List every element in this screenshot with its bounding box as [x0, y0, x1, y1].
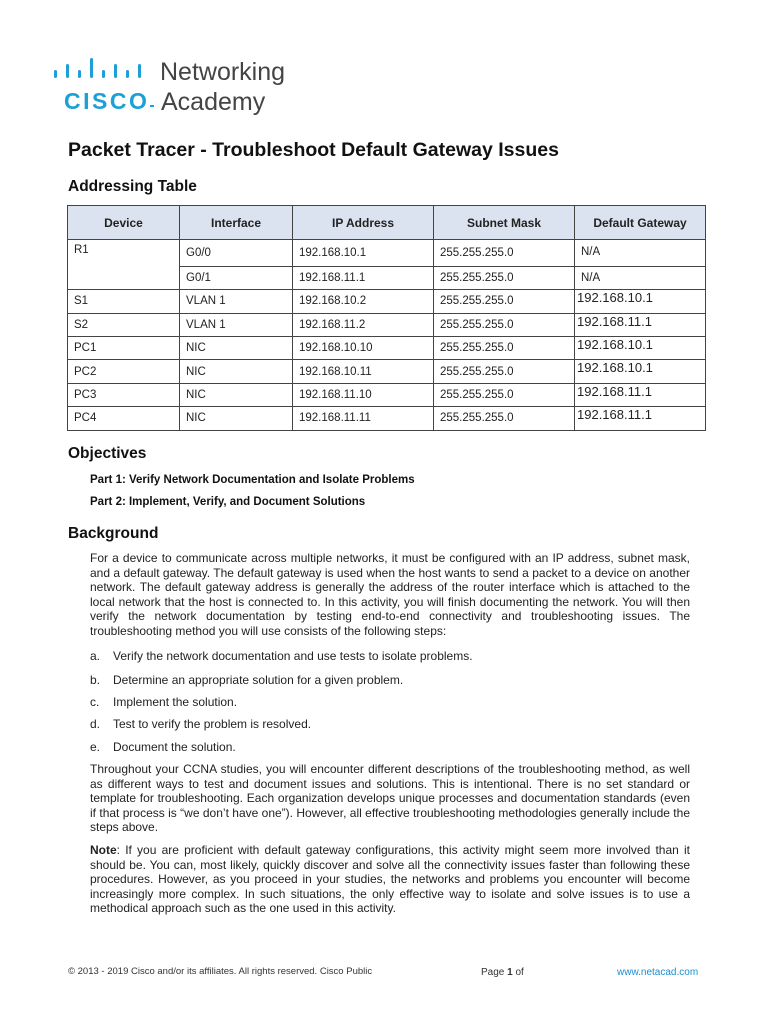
header-default-gateway: Default Gateway: [575, 206, 706, 240]
cell-interface: G0/0: [180, 240, 293, 267]
header-device: Device: [68, 206, 180, 240]
background-heading: Background: [68, 525, 159, 542]
background-note: [90, 843, 690, 916]
cell-gateway: 192.168.11.1: [575, 407, 706, 430]
cisco-logo-bars-icon: [54, 58, 150, 87]
note-text: : If you are proficient with default gateway configurations, this activity might seem more involved than it should be. You can, most likely, quickly discover and solve all the connectivity issues faster than following these procedures. However, as you proceed in your studies, the networks and problems you encounter will become increasingly more complex. In such situations, the only effective way to isolate and solve issues is to use a methodical approach such as the one used in this activity.: [90, 843, 690, 916]
brand-academy: Academy: [161, 88, 266, 116]
objective-part-1: Part 1: Verify Network Documentation and Isolate Problems: [90, 474, 415, 486]
step-text: Verify the network documentation and use tests to isolate problems.: [113, 649, 473, 663]
table-row: [68, 240, 706, 267]
cell-gateway: N/A: [575, 266, 706, 289]
objectives-heading: Objectives: [68, 445, 147, 462]
cell-device: [68, 266, 180, 289]
table-row: [68, 266, 706, 289]
cell-mask: 255.255.255.0: [434, 313, 575, 336]
table-header-row: [68, 206, 706, 240]
cell-mask: 255.255.255.0: [434, 407, 575, 430]
footer-page-number: Page 1 of: [481, 967, 524, 978]
footer-copyright: © 2013 - 2019 Cisco and/or its affiliates. All rights reserved. Cisco Public: [68, 966, 373, 977]
table-row: [68, 407, 706, 430]
cell-interface: NIC: [180, 360, 293, 383]
step-text: Test to verify the problem is resolved.: [113, 717, 312, 731]
cell-mask: 255.255.255.0: [434, 360, 575, 383]
cell-device: PC3: [68, 383, 180, 406]
cell-gateway: 192.168.10.1: [575, 360, 706, 383]
note-label: Note: [90, 843, 117, 857]
cell-ip: 192.168.10.11: [293, 360, 434, 383]
addressing-table: [67, 205, 706, 431]
step-letter: b.: [90, 673, 101, 687]
table-row: [68, 313, 706, 336]
cell-device: PC2: [68, 360, 180, 383]
cell-mask: 255.255.255.0: [434, 240, 575, 267]
cisco-logo: CISCO: [64, 89, 154, 113]
cell-gateway: 192.168.10.1: [575, 290, 706, 313]
header-subnet-mask: Subnet Mask: [434, 206, 575, 240]
cell-interface: NIC: [180, 383, 293, 406]
step-item: [90, 740, 236, 754]
table-row: [68, 337, 706, 360]
cell-ip: 192.168.11.10: [293, 383, 434, 406]
step-letter: a.: [90, 649, 101, 663]
document-title: Packet Tracer - Troubleshoot Default Gateway Issues: [68, 139, 559, 161]
cell-interface: VLAN 1: [180, 290, 293, 313]
cell-ip: 192.168.11.11: [293, 407, 434, 430]
cell-gateway: 192.168.11.1: [575, 313, 706, 336]
step-letter: e.: [90, 740, 101, 754]
step-item: [90, 673, 403, 687]
cell-gateway: N/A: [575, 240, 706, 267]
cell-ip: 192.168.10.10: [293, 337, 434, 360]
brand-networking: Networking: [160, 58, 286, 86]
header-interface: Interface: [180, 206, 293, 240]
table-row: [68, 383, 706, 406]
cell-device: S1: [68, 290, 180, 313]
header-ip-address: IP Address: [293, 206, 434, 240]
cell-device: PC4: [68, 407, 180, 430]
cell-mask: 255.255.255.0: [434, 290, 575, 313]
step-item: [90, 717, 311, 731]
cell-ip: 192.168.10.2: [293, 290, 434, 313]
step-text: Implement the solution.: [113, 695, 238, 709]
objective-part-2: Part 2: Implement, Verify, and Document Solutions: [90, 496, 366, 508]
table-row: [68, 360, 706, 383]
addressing-table-heading: Addressing Table: [68, 178, 197, 195]
cell-device: S2: [68, 313, 180, 336]
cell-ip: 192.168.11.2: [293, 313, 434, 336]
cell-mask: 255.255.255.0: [434, 337, 575, 360]
cell-device: R1: [68, 240, 180, 267]
step-item: [90, 695, 237, 709]
cell-gateway: 192.168.11.1: [575, 383, 706, 406]
table-row: [68, 290, 706, 313]
background-paragraph-2: Throughout your CCNA studies, you will encounter different descriptions of the troubleshooting method, as well as different ways to test and document issues and solutions. This is intentional. There is no set standard or template for troubleshooting. Each organization develops unique processes and documentation standards (even if that process is “we don’t have one”). However, all effective troubleshooting methodologies generally include the steps above.: [90, 762, 690, 835]
cell-interface: G0/1: [180, 266, 293, 289]
background-paragraph-1: For a device to communicate across multiple networks, it must be configured with an IP address, subnet mask, and a default gateway. The default gateway is used when the host wants to send a packet to a device on another network. The default gateway address is generally the address of the router interface which is attached to the local network that the host is connected to. In this activity, you will finish documenting the network. You will then verify the network documentation by testing end-to-end connectivity and troubleshooting issues. The troubleshooting method you will use consists of the following steps:: [90, 551, 690, 638]
cell-interface: NIC: [180, 407, 293, 430]
cell-mask: 255.255.255.0: [434, 266, 575, 289]
cell-interface: NIC: [180, 337, 293, 360]
step-text: Determine an appropriate solution for a given problem.: [113, 673, 404, 687]
cell-ip: 192.168.10.1: [293, 240, 434, 267]
cell-gateway: 192.168.10.1: [575, 337, 706, 360]
cell-interface: VLAN 1: [180, 313, 293, 336]
step-item: [90, 649, 473, 663]
cell-ip: 192.168.11.1: [293, 266, 434, 289]
step-letter: d.: [90, 717, 101, 731]
footer-url-link[interactable]: www.netacad.com: [617, 967, 699, 978]
step-text: Document the solution.: [113, 740, 236, 754]
cell-mask: 255.255.255.0: [434, 383, 575, 406]
step-letter: c.: [90, 695, 100, 709]
cell-device: PC1: [68, 337, 180, 360]
